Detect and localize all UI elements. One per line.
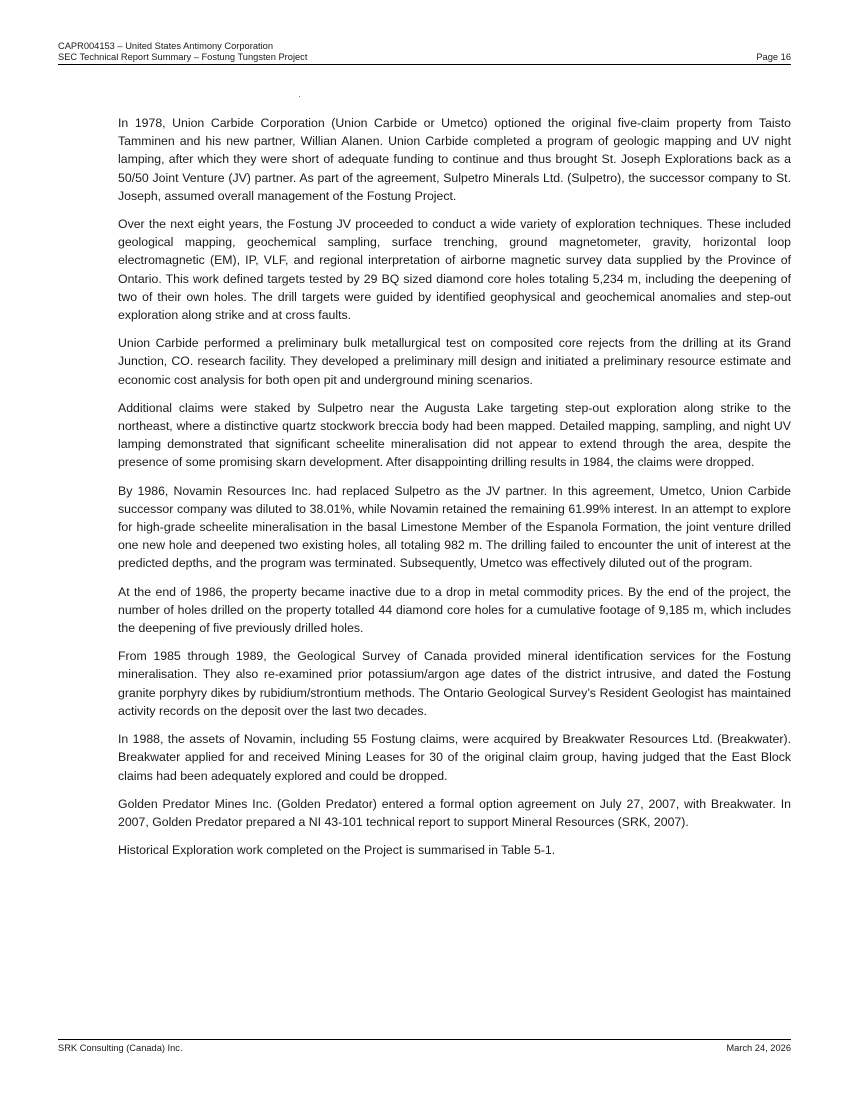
paragraph: In 1988, the assets of Novamin, including 55 Fostung claims, were acquired by Breakwater Resources Ltd. (Breakwater). Breakwater applied for and received Mining Leases for 30 of the original claim group, having judged that the East Block claims had been adequately explored and could be dropped. (118, 732, 791, 783)
paragraph: By 1986, Novamin Resources Inc. had replaced Sulpetro as the JV partner. In this agreement, Umetco, Union Carbide successor company was diluted to 38.01%, while Novamin retained the remaining 61.99% interest. In an attempt to explore for high-grade scheelite mineralisation in the basal Limestone Member of the Espanola Formation, the joint venture drilled one new hole and deepened two existing holes, all totaling 982 m. The drilling failed to encounter the unit of interest at the predicted depths, and the program was terminated. Subsequently, Umetco was effectively diluted out of the program. (118, 483, 791, 571)
page-number: Page 16 (756, 52, 791, 62)
footer-date: March 24, 2026 (726, 1043, 791, 1053)
paragraph: Union Carbide performed a preliminary bulk metallurgical test on composited core rejects from the drilling at its Grand Junction, CO. research facility. They developed a preliminary mill design and initiated a preliminary resource estimate and economic cost analysis for both open pit and underground mining scenarios. (118, 336, 791, 387)
paragraph: From 1985 through 1989, the Geological Survey of Canada provided mineral identification services for the Fostung mineralisation. They also re-examined prior potassium/argon age dates of the district intrusive, and dated the Fostung granite porphyry dikes by rubidium/strontium methods. The Ontario Geological Survey’s Resident Geologist has maintained activity records on the deposit over the last two decades. (118, 649, 791, 718)
body-text (118, 114, 791, 869)
page-footer (58, 1039, 791, 1054)
footer-company: SRK Consulting (Canada) Inc. (58, 1043, 183, 1053)
header-line-2: SEC Technical Report Summary – Fostung Tungsten Project (58, 52, 308, 62)
header-row (58, 52, 791, 63)
paragraph: At the end of 1986, the property became inactive due to a drop in metal commodity prices. By the end of the project, the number of holes drilled on the property totalled 44 diamond core holes for a cumulative footage of 9,185 m, which includes the deepening of five previously drilled holes. (118, 584, 791, 636)
page-header (58, 41, 791, 65)
stray-mark (299, 96, 300, 97)
paragraph: Historical Exploration work completed on the Project is summarised in Table 5-1. (118, 843, 556, 858)
paragraph: Golden Predator Mines Inc. (Golden Predator) entered a formal option agreement on July 27, 2007, with Breakwater. In 2007, Golden Predator prepared a NI 43-101 technical report to support Mineral Resources (SRK, 2007). (118, 796, 791, 829)
paragraph: Over the next eight years, the Fostung JV proceeded to conduct a wide variety of exploration techniques. These included geological mapping, geochemical sampling, surface trenching, ground magnetometer, gravity, horizontal loop electromagnetic (EM), IP, VLF, and regional interpretation of airborne magnetic survey data supplied by the Province of Ontario. This work defined targets tested by 29 BQ sized diamond core holes totaling 5,234 m, including the deepening of two of their own holes. The drill targets were guided by identified geophysical and geochemical anomalies and step-out exploration along strike and at cross faults. (118, 217, 791, 323)
paragraph: Additional claims were staked by Sulpetro near the Augusta Lake targeting step-out exploration along strike to the northeast, where a distinctive quartz stockwork breccia body had been mapped. Detailed mapping, sampling, and night UV lamping demonstrated that significant scheelite mineralisation did not appear to extend through the area, despite the presence of some promising skarn development. After disappointing drilling results in 1984, the claims were dropped. (118, 400, 791, 470)
header-line-1: CAPR004153 – United States Antimony Corporation (58, 41, 273, 51)
paragraph: In 1978, Union Carbide Corporation (Union Carbide or Umetco) optioned the original five-claim property from Taisto Tamminen and his new partner, Willian Alanen. Union Carbide completed a program of geologic mapping and UV night lamping, after which they were short of adequate funding to continue and thus brought St. Joseph Explorations back as a 50/50 Joint Venture (JV) partner. As part of the agreement, Sulpetro Minerals Ltd. (Sulpetro), the successor company to St. Joseph, assumed overall management of the Fostung Project. (118, 116, 791, 203)
